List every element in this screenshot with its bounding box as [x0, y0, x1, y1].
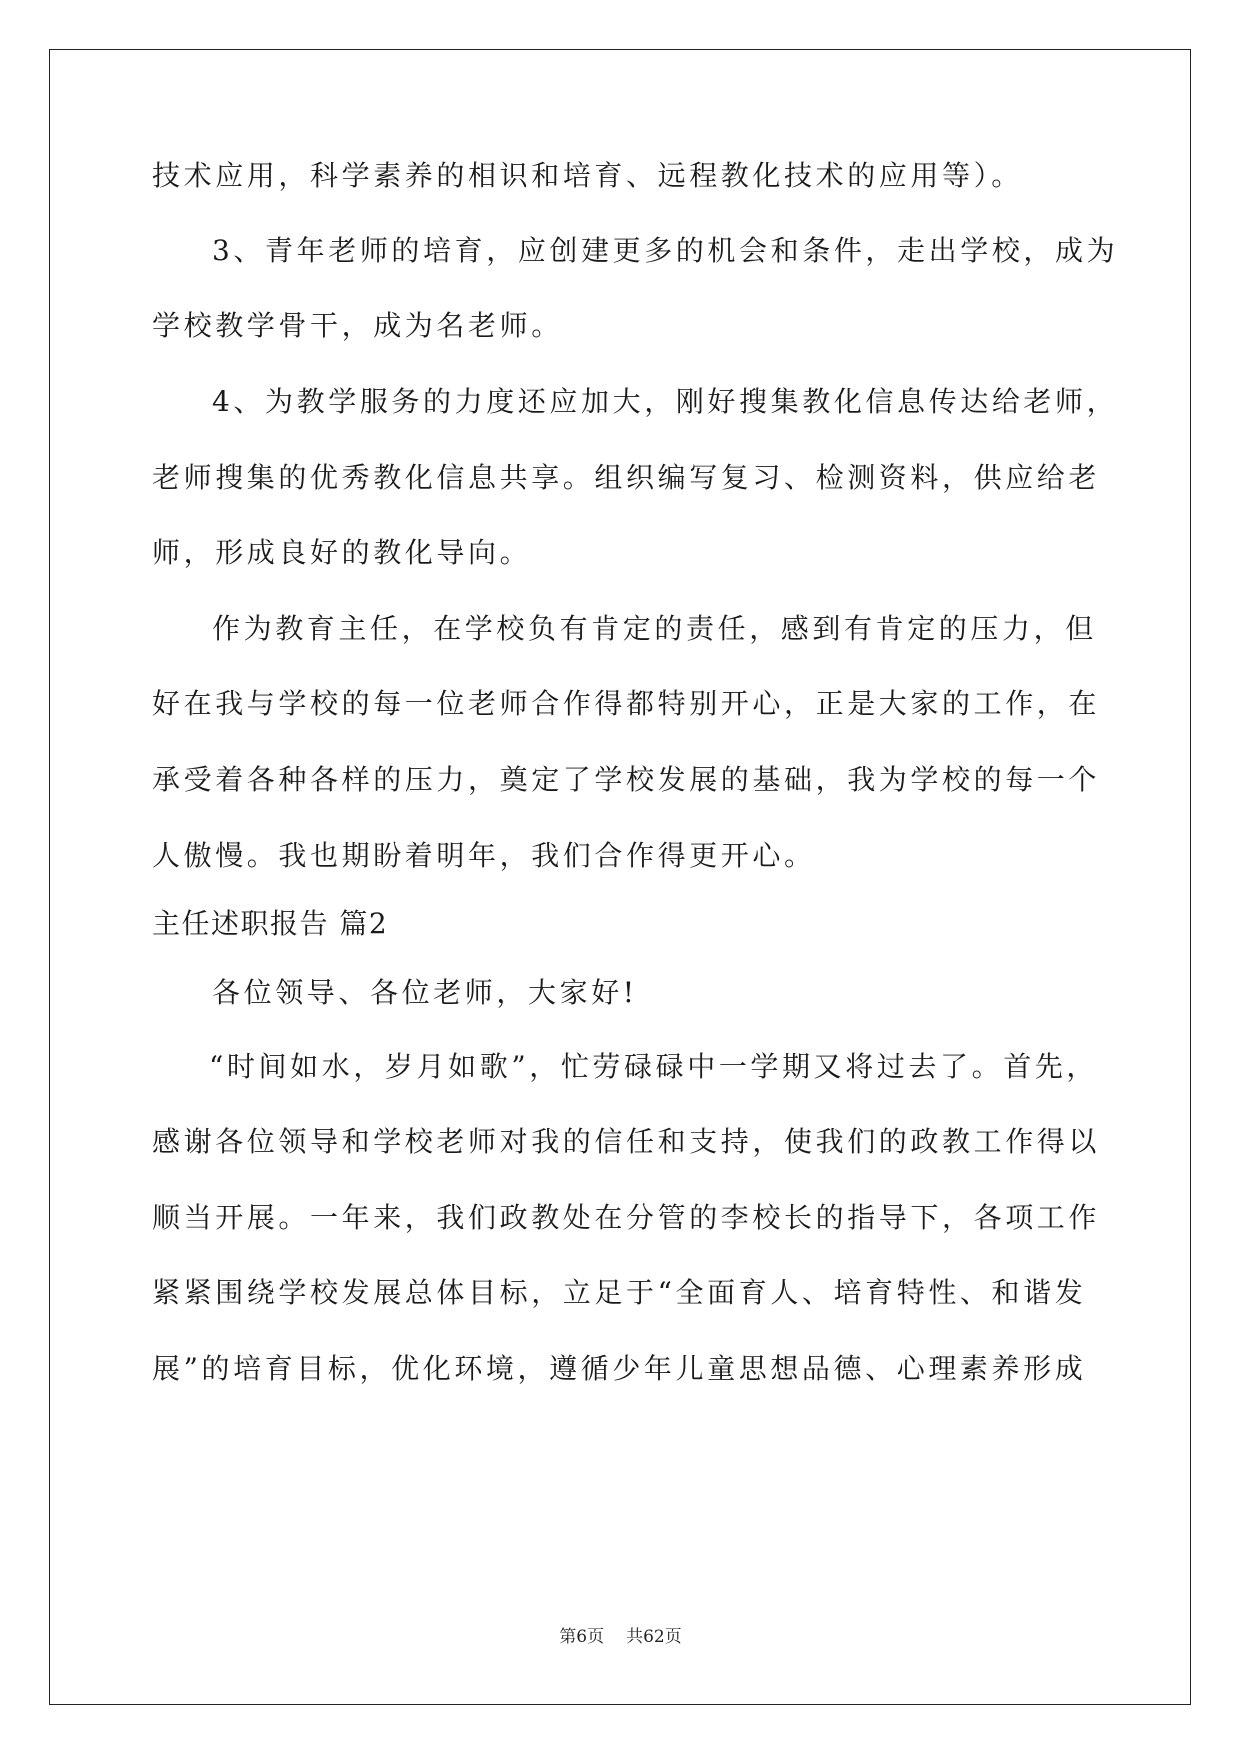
paragraph-line: 4、为教学服务的力度还应加大，刚好搜集教化信息传达给老师，: [212, 385, 1119, 418]
paragraph-line: 学校教学骨干，成为名老师。: [152, 309, 563, 342]
page-footer: [0, 1622, 1241, 1647]
greeting-line: 各位领导、各位老师，大家好!: [212, 976, 638, 1009]
page-border: [49, 49, 1191, 1705]
paragraph-line: 人傲慢。我也期盼着明年，我们合作得更开心。: [152, 839, 816, 872]
paragraph-line: 顺当开展。一年来，我们政教处在分管的李校长的指导下，各项工作: [152, 1201, 1101, 1234]
paragraph-line: 紧紧围绕学校发展总体目标，立足于“全面育人、培育特性、和谐发: [152, 1276, 1087, 1309]
paragraph-line: 3、青年老师的培育，应创建更多的机会和条件，走出学校，成为: [212, 234, 1119, 267]
paragraph-line: 技术应用，科学素养的相识和培育、远程教化技术的应用等）。: [152, 159, 1023, 192]
paragraph-line: 展”的培育目标，优化环境，遵循少年儿童思想品德、心理素养形成: [152, 1352, 1087, 1385]
paragraph-line: 作为教育主任，在学校负有肯定的责任，感到有肯定的压力，但: [212, 612, 1097, 645]
paragraph-line: 好在我与学校的每一位老师合作得都特别开心，正是大家的工作，在: [152, 687, 1101, 720]
page-number: 第6页: [559, 1627, 605, 1647]
paragraph-line: 感谢各位领导和学校老师对我的信任和支持，使我们的政教工作得以: [152, 1125, 1101, 1158]
paragraph-line: 老师搜集的优秀教化信息共享。组织编写复习、检测资料，供应给老: [152, 461, 1101, 494]
section-heading: 主任述职报告 篇2: [152, 907, 389, 940]
page-total: 共62页: [626, 1627, 682, 1647]
paragraph-line: 承受着各种各样的压力，奠定了学校发展的基础，我为学校的每一个: [152, 763, 1101, 796]
paragraph-line: “时间如水，岁月如歌”，忙劳碌碌中一学期又将过去了。首先，: [209, 1050, 1099, 1083]
paragraph-line: 师，形成良好的教化导向。: [152, 536, 532, 569]
